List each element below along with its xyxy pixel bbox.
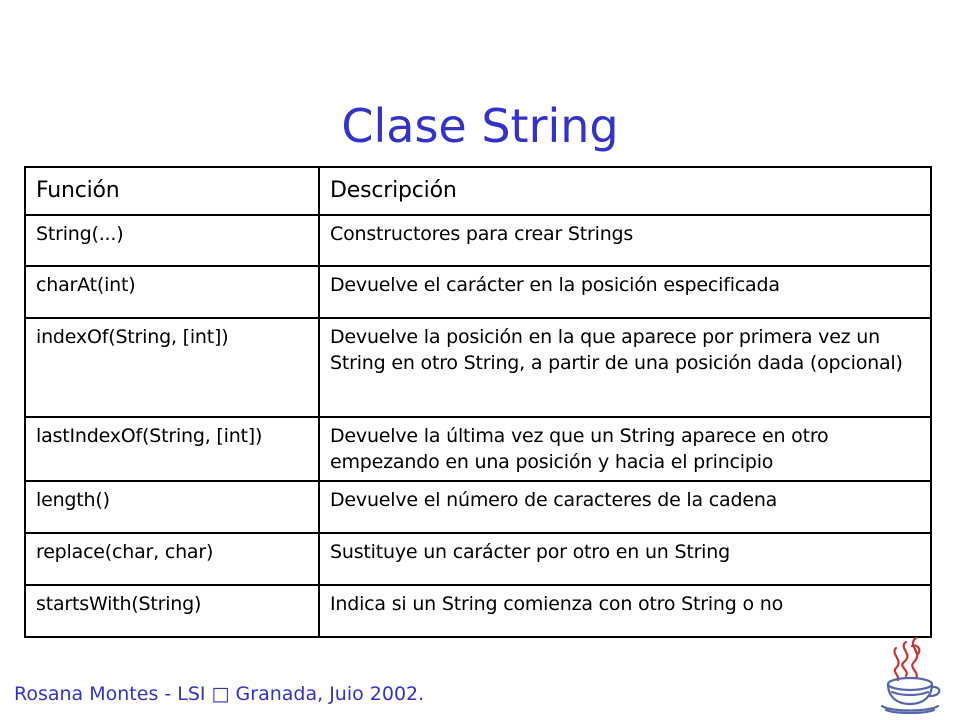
function-cell: indexOf(String, [int]) xyxy=(25,318,319,417)
table-row xyxy=(25,318,931,417)
description-cell: Devuelve la posición en la que aparece por primera vez un String en otro String, a partir de una posición dada (opcional) xyxy=(319,318,931,417)
table-row xyxy=(25,585,931,637)
table-header-row xyxy=(25,167,931,215)
table-row xyxy=(25,215,931,266)
description-cell: Devuelve el número de caracteres de la cadena xyxy=(319,481,931,533)
functions-table xyxy=(24,166,932,638)
table-row xyxy=(25,533,931,585)
function-cell: startsWith(String) xyxy=(25,585,319,637)
footer-credit: Rosana Montes - LSI □ Granada, Juio 2002. xyxy=(14,683,425,705)
description-cell: Devuelve el carácter en la posición especificada xyxy=(319,266,931,318)
description-cell: Sustituye un carácter por otro en un String xyxy=(319,533,931,585)
header-description: Descripción xyxy=(319,167,931,215)
table-row xyxy=(25,266,931,318)
description-cell: Devuelve la última vez que un String aparece en otro empezando en una posición y hacia el principio xyxy=(319,417,931,481)
function-cell: replace(char, char) xyxy=(25,533,319,585)
function-cell: String(...) xyxy=(25,215,319,266)
description-cell: Constructores para crear Strings xyxy=(319,215,931,266)
slide-title: Clase String xyxy=(341,99,619,153)
function-cell: lastIndexOf(String, [int]) xyxy=(25,417,319,481)
function-cell: length() xyxy=(25,481,319,533)
header-function: Función xyxy=(25,167,319,215)
table-row xyxy=(25,481,931,533)
java-coffee-cup-icon xyxy=(876,632,946,714)
description-cell: Indica si un String comienza con otro String o no xyxy=(319,585,931,637)
table-row xyxy=(25,417,931,481)
function-cell: charAt(int) xyxy=(25,266,319,318)
